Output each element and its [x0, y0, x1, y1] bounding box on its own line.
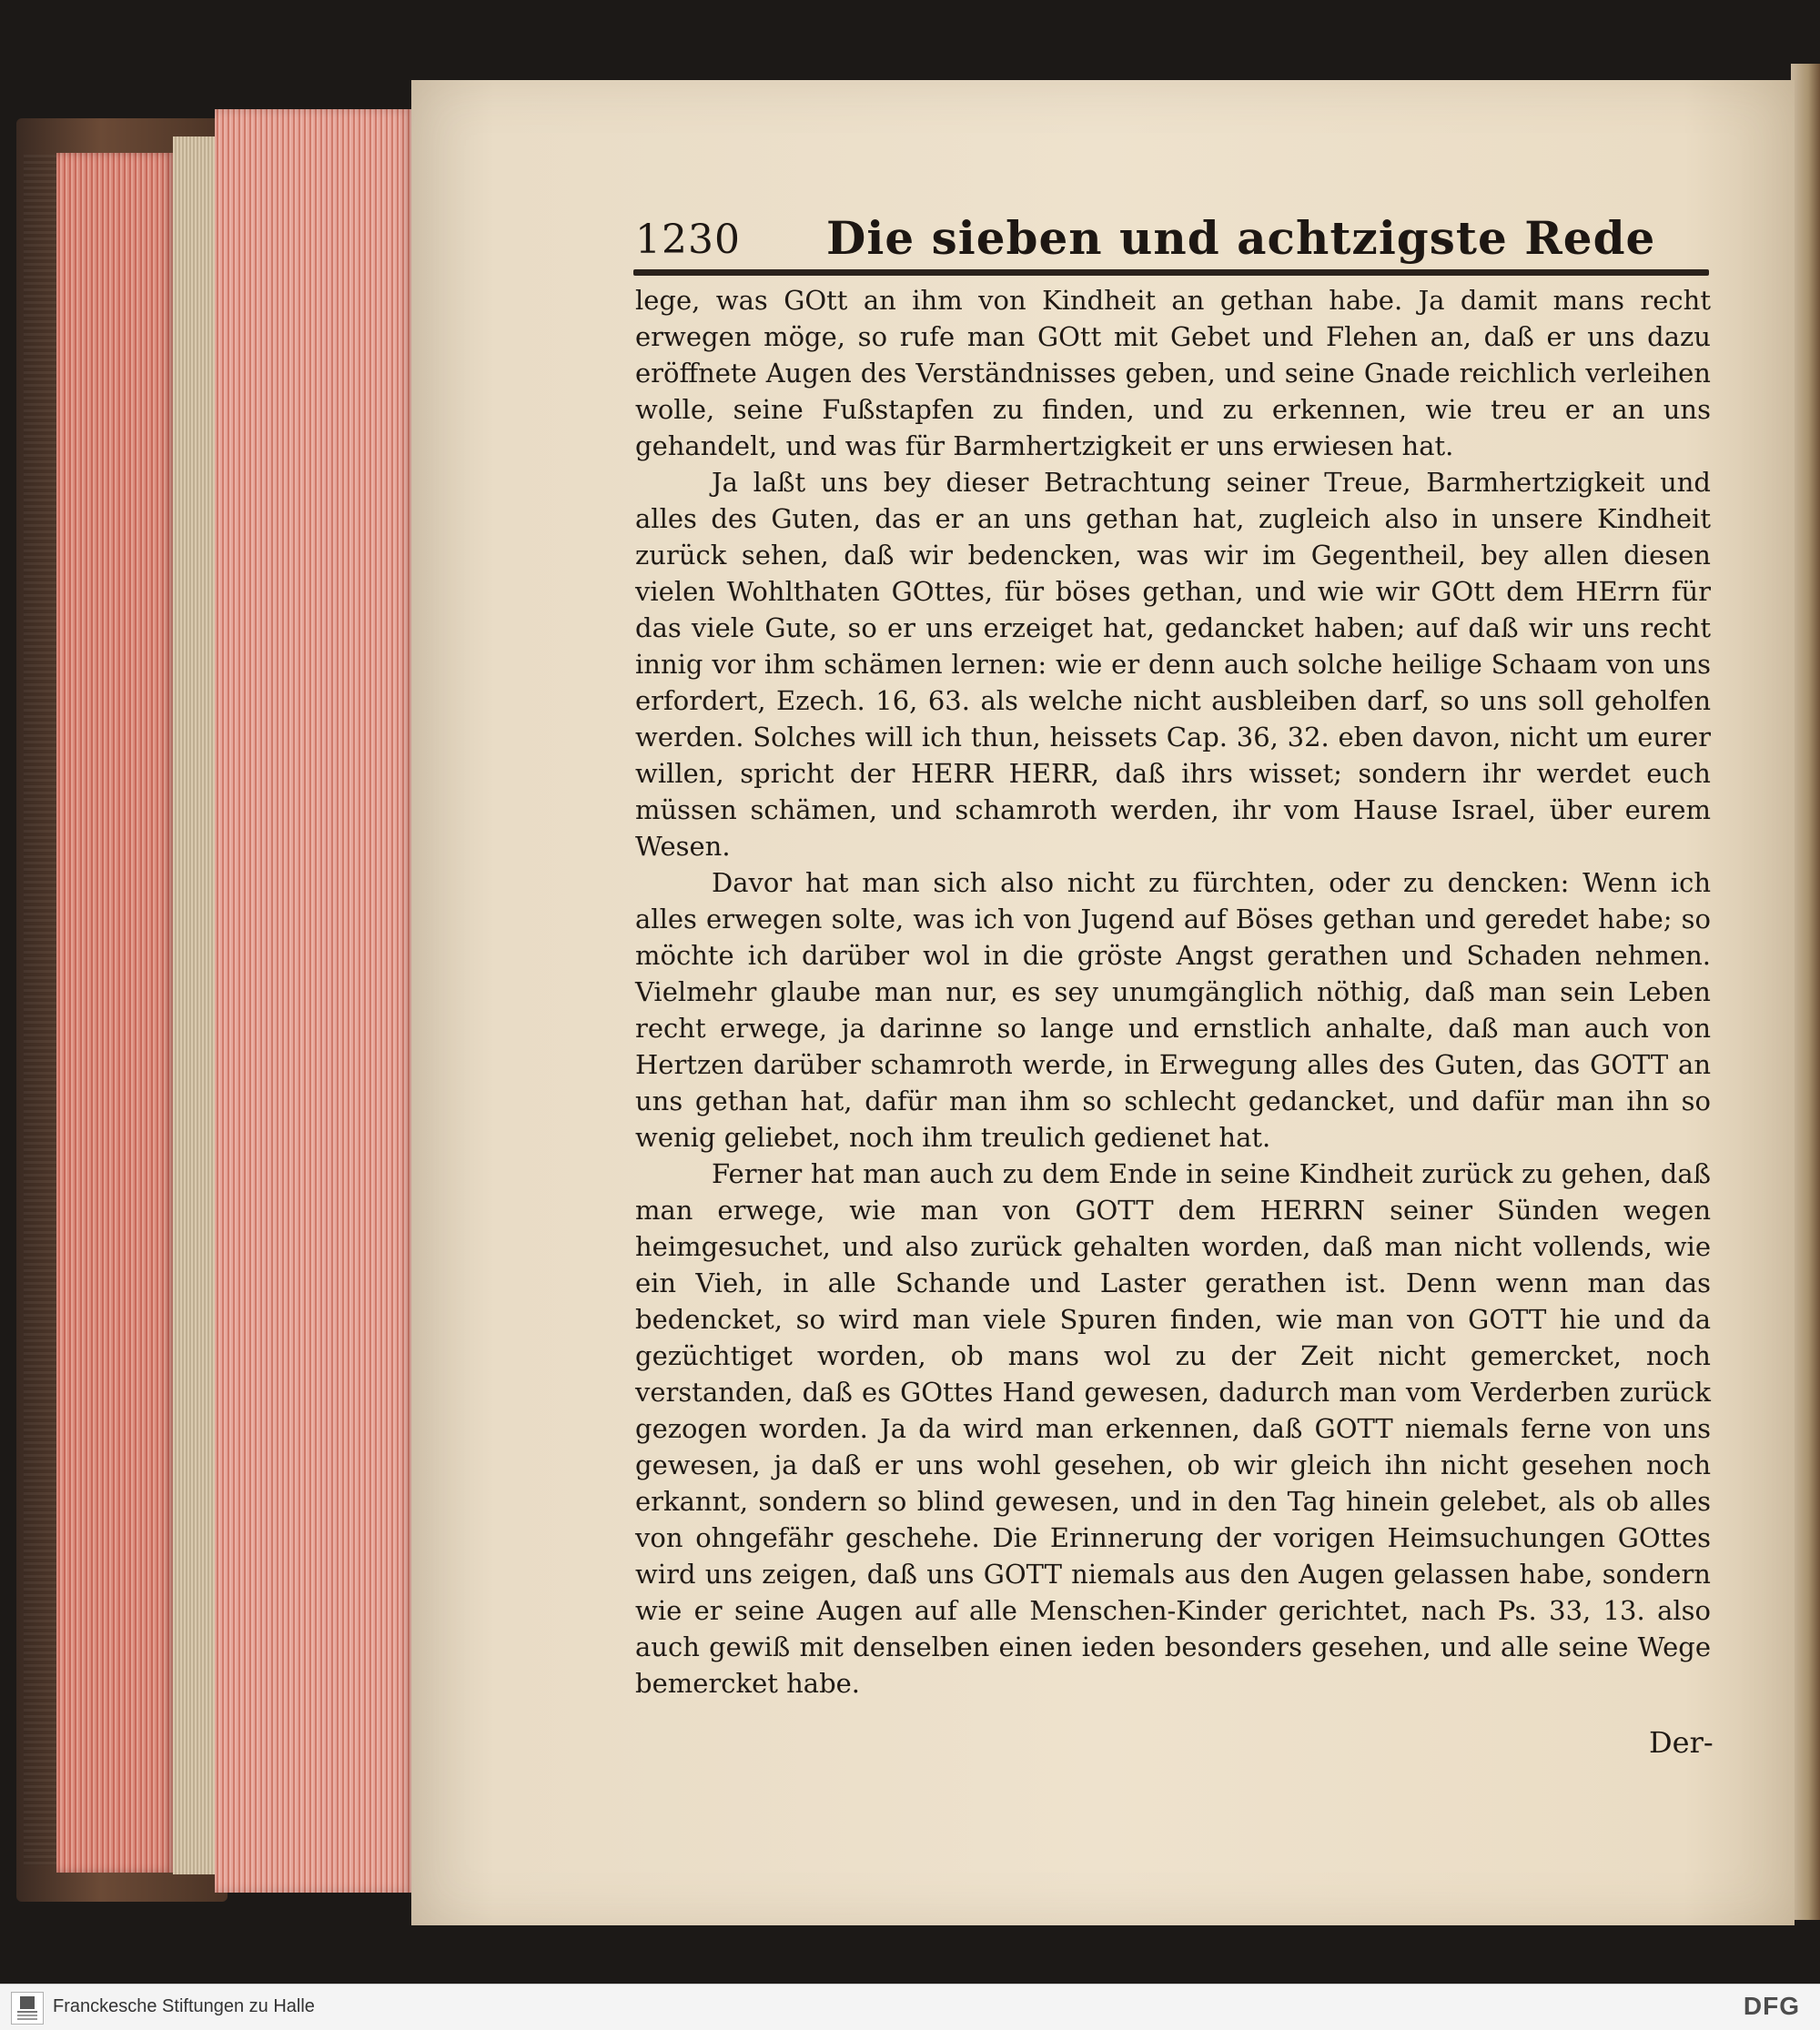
paragraph: Davor hat man sich also nicht zu fürchten, oder zu dencken: Wenn ich alles erwegen solte, was ich von Jugend auf Böses gethan und geredet habe; so möchte ich darüber wol in die gröste Angst gerathen und Schaden nehmen. Vielmehr glaube man nur, es sey unumgänglich nöthig, daß man sein Leben recht erwege, ja darinne so lange und ernstlich anhalte, daß man auch von Hertzen darüber schamroth werde, in Erwegung alles des Guten, das GOTT an uns gethan hat, dafür man ihm so schlecht gedancket, und dafür man ihn so wenig geliebet, noch ihm treulich gedienet hat. — [635, 867, 1711, 1153]
page-edges-cream — [173, 136, 217, 1874]
viewer-footer — [0, 1984, 1820, 2030]
body-text — [635, 282, 1711, 1702]
paragraph: Ferner hat man auch zu dem Ende in seine Kindheit zurück zu gehen, daß man erwege, wie man von GOTT dem HERRN seiner Sünden wegen heimgesuchet, und also zurück gehalten worden, daß man nicht vollends, wie ein Vieh, in alle Schande und Laster gerathen ist. Denn wenn man das bedencket, so wird man viele Spuren finden, wie man von GOTT hie und da gezüchtiget worden, ob mans wol zu der Zeit nicht gemercket, noch verstanden, daß es GOttes Hand gewesen, dadurch man vom Verderben zurück gezogen worden. Ja da wird man erkennen, daß GOTT niemals ferne von uns gewesen, ja daß er uns wohl gesehen, ob wir gleich ihn nicht gesehen noch erkannt, sondern so blind gewesen, und in den Tag hinein gelebet, als ob alles von ohngefähr geschehe. Die Erinnerung der vorigen Heimsuchungen GOttes wird uns zeigen, daß uns GOTT niemals aus den Augen gelassen habe, sondern wie er seine Augen auf alle Menschen-Kinder gerichtet, nach Ps. 33, 13. also auch gewiß mit denselben einen ieden besonders gesehen, und alle seine Wege bemercket habe. — [635, 1158, 1711, 1699]
running-head: Die sieben und achtzigste Rede — [826, 211, 1656, 265]
institution-label[interactable]: Franckesche Stiftungen zu Halle — [53, 1996, 315, 2016]
catchword: Der- — [1649, 1725, 1714, 1760]
paragraph: Ja laßt uns bey dieser Betrachtung seiner Treue, Barmhertzigkeit und alles des Guten, das er an uns gethan hat, zugleich also in unsere Kindheit zurück sehen, daß wir bedencken, was wir im Gegentheil, bey allen diesen vielen Wohlthaten GOttes, für böses gethan, und wie wir GOtt dem HErrn für das viele Gute, so er uns erzeiget hat, gedancket haben; auf daß wir uns recht innig vor ihm schämen lernen: wie er denn auch solche heilige Schaam von uns erfordert, Ezech. 16, 63. als welche nicht ausbleiben darf, so uns soll geholfen werden. Solches will ich thun, heissets Cap. 36, 32. eben davon, nicht um eurer willen, spricht der HERR HERR, daß ihrs wisset; sondern ihr werdet euch müssen schämen, und schamroth werden, ihr vom Hause Israel, über eurem Wesen. — [635, 467, 1711, 862]
header-rule — [633, 269, 1709, 276]
facing-page-edge — [1791, 64, 1820, 1920]
page-edges-red-outer — [56, 153, 175, 1873]
page-header — [635, 207, 1707, 271]
page-number: 1230 — [635, 217, 741, 263]
dfg-logo-icon[interactable]: DFG — [1743, 1992, 1800, 2020]
institution-logo-icon — [11, 1992, 44, 2025]
book-page — [411, 80, 1795, 1925]
page-edges-red-inner — [215, 109, 415, 1893]
paragraph: lege, was GOtt an ihm von Kindheit an gethan habe. Ja damit mans recht erwegen möge, so rufe man GOtt mit Gebet und Flehen an, daß er uns dazu eröffnete Augen des Verständnisses geben, und seine Gnade reichlich verleihen wolle, seine Fußstapfen zu finden, und zu erkennen, wie treu er an uns gehandelt, und was für Barmhertzigkeit er uns erwiesen hat. — [635, 285, 1711, 461]
